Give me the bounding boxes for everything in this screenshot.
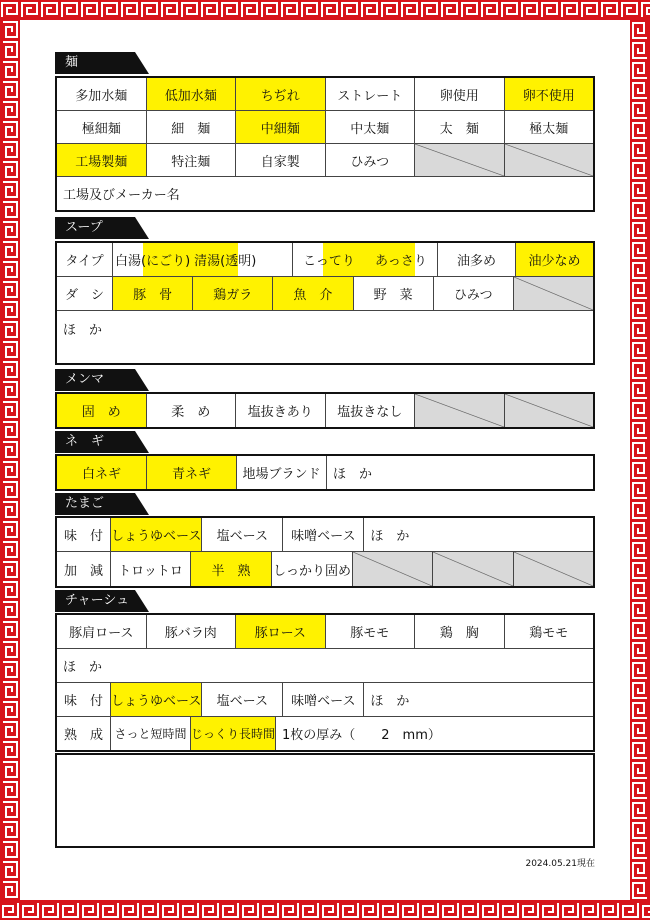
men-option[interactable]: 卵不使用 [505, 78, 594, 110]
menma-row [57, 394, 593, 427]
negi-option[interactable]: 白ネギ [57, 456, 147, 489]
men-option[interactable]: 極太麺 [529, 121, 569, 137]
empty-cell [514, 552, 593, 586]
men-option[interactable]: 中細麺 [236, 111, 326, 143]
empty-cell [353, 552, 433, 586]
soup-type-label: タイプ [57, 243, 113, 276]
negi-option[interactable]: 青ネギ [147, 456, 237, 489]
men-option[interactable]: 低加水麺 [147, 78, 237, 110]
negi-table [55, 454, 595, 491]
men-option[interactable]: 自家製 [236, 144, 326, 176]
soup-option[interactable]: 清湯(透明) [194, 254, 257, 269]
menma-option[interactable]: 塩抜きあり [236, 394, 326, 427]
men-option[interactable]: 多加水麺 [57, 78, 147, 110]
men-option[interactable]: 特注麺 [147, 144, 237, 176]
tamago-row-2 [57, 552, 593, 586]
men-option[interactable]: 極細麺 [57, 111, 147, 143]
menma-option[interactable]: 固 め [57, 394, 147, 427]
empty-cell [514, 277, 593, 310]
maker-name-field[interactable]: 工場及びメーカー名 [63, 188, 180, 203]
tamago-option[interactable]: 塩ベース [202, 518, 283, 551]
men-option[interactable]: 中太麺 [326, 111, 416, 143]
tamago-row-1 [57, 518, 593, 552]
empty-cell [505, 394, 594, 427]
soup-option[interactable]: 油少なめ [516, 243, 593, 276]
men-option[interactable]: ちぢれ [236, 78, 326, 110]
tamago-kagen-label: 加 減 [57, 552, 111, 586]
chashu-table [55, 613, 595, 752]
men-option[interactable]: ストレート [326, 78, 416, 110]
date-stamp: 2024.05.21現在 [525, 859, 595, 869]
men-option[interactable]: ひみつ [326, 144, 416, 176]
chashu-aji-option[interactable]: ほ か [370, 694, 410, 709]
men-option[interactable]: 太 麺 [415, 111, 505, 143]
menma-option[interactable]: 柔 め [147, 394, 237, 427]
chashu-option[interactable]: 豚ロース [236, 615, 326, 648]
section-tab-soup: スープ [55, 217, 135, 239]
men-table [55, 76, 595, 212]
chashu-aji-option[interactable]: しょうゆベース [111, 683, 202, 716]
soup-option[interactable]: こってり [303, 254, 355, 269]
men-maker-row [57, 177, 593, 210]
tamago-option[interactable]: しっかり固め [272, 552, 353, 586]
menma-option[interactable]: 塩抜きなし [326, 394, 416, 427]
soup-table [55, 241, 595, 365]
soup-dashi-label: ダ シ [57, 277, 113, 310]
negi-option[interactable]: ほ か [333, 467, 373, 482]
menma-table [55, 392, 595, 429]
soup-other-row [57, 311, 593, 363]
men-option[interactable]: 工場製麺 [57, 144, 147, 176]
chashu-juku-label: 熟 成 [57, 717, 111, 750]
section-tab-chashu: チャーシュー [55, 590, 135, 612]
empty-cell [415, 394, 505, 427]
chashu-option[interactable]: 豚バラ肉 [147, 615, 237, 648]
empty-cell [505, 144, 594, 176]
tamago-aji-label: 味 付 [57, 518, 111, 551]
tamago-option[interactable]: しょうゆベース [111, 518, 202, 551]
chashu-parts-row [57, 615, 593, 649]
chashu-aji-option[interactable]: 味噌ベース [283, 683, 364, 716]
soup-dashi-row [57, 277, 593, 311]
chashu-aji-row [57, 683, 593, 717]
dashi-option[interactable]: 豚 骨 [113, 277, 193, 310]
chashu-juku-option[interactable]: じっくり長時間 [191, 717, 276, 750]
dashi-option[interactable]: 野 菜 [354, 277, 434, 310]
chashu-other-row [57, 649, 593, 683]
dashi-option[interactable]: ひみつ [434, 277, 514, 310]
soup-other-field[interactable]: ほ か [63, 323, 103, 338]
chashu-option[interactable]: 鶏 胸 [415, 615, 505, 648]
chashu-option[interactable]: 豚肩ロース [57, 615, 147, 648]
tamago-option[interactable]: 半 熟 [191, 552, 272, 586]
men-option[interactable]: 細 麺 [147, 111, 237, 143]
chashu-juku-option[interactable]: さっと短時間 [111, 717, 191, 750]
men-row-1 [57, 78, 593, 111]
chashu-aji-label: 味 付 [57, 683, 111, 716]
soup-option[interactable]: 白湯(にごり) [115, 254, 191, 269]
tamago-option[interactable]: 味噌ベース [283, 518, 364, 551]
soup-option[interactable]: あっさり [375, 254, 427, 269]
soup-type-group-2 [293, 243, 438, 276]
soup-option[interactable]: 油多め [438, 243, 516, 276]
soup-type-row [57, 243, 593, 277]
negi-row [57, 456, 593, 489]
empty-cell [433, 552, 513, 586]
chashu-other-field[interactable]: ほ か [63, 660, 103, 675]
memo-box[interactable] [55, 753, 595, 848]
tamago-option[interactable]: トロットロ [111, 552, 191, 586]
men-row-2 [57, 111, 593, 144]
tamago-table [55, 516, 595, 588]
tamago-option[interactable]: ほ か [370, 529, 410, 544]
soup-type-group [113, 243, 293, 276]
chashu-option[interactable]: 豚モモ [326, 615, 416, 648]
dashi-option[interactable]: 鶏ガラ [193, 277, 273, 310]
section-tab-negi: ネ ギ [55, 431, 135, 453]
section-tab-tamago: たまご [55, 493, 135, 515]
empty-cell [415, 144, 505, 176]
chashu-aji-option[interactable]: 塩ベース [202, 683, 283, 716]
men-row-3 [57, 144, 593, 177]
negi-option[interactable]: 地場ブランド [237, 456, 327, 489]
chashu-thickness-field[interactable]: 1枚の厚み（ 2 mm） [282, 728, 441, 743]
section-tab-menma: メンマ [55, 369, 135, 391]
section-tab-men: 麺 [55, 52, 135, 74]
chashu-juku-row [57, 717, 593, 750]
dashi-option[interactable]: 魚 介 [273, 277, 353, 310]
chashu-option[interactable]: 鶏モモ [529, 626, 569, 641]
men-option[interactable]: 卵使用 [415, 78, 505, 110]
